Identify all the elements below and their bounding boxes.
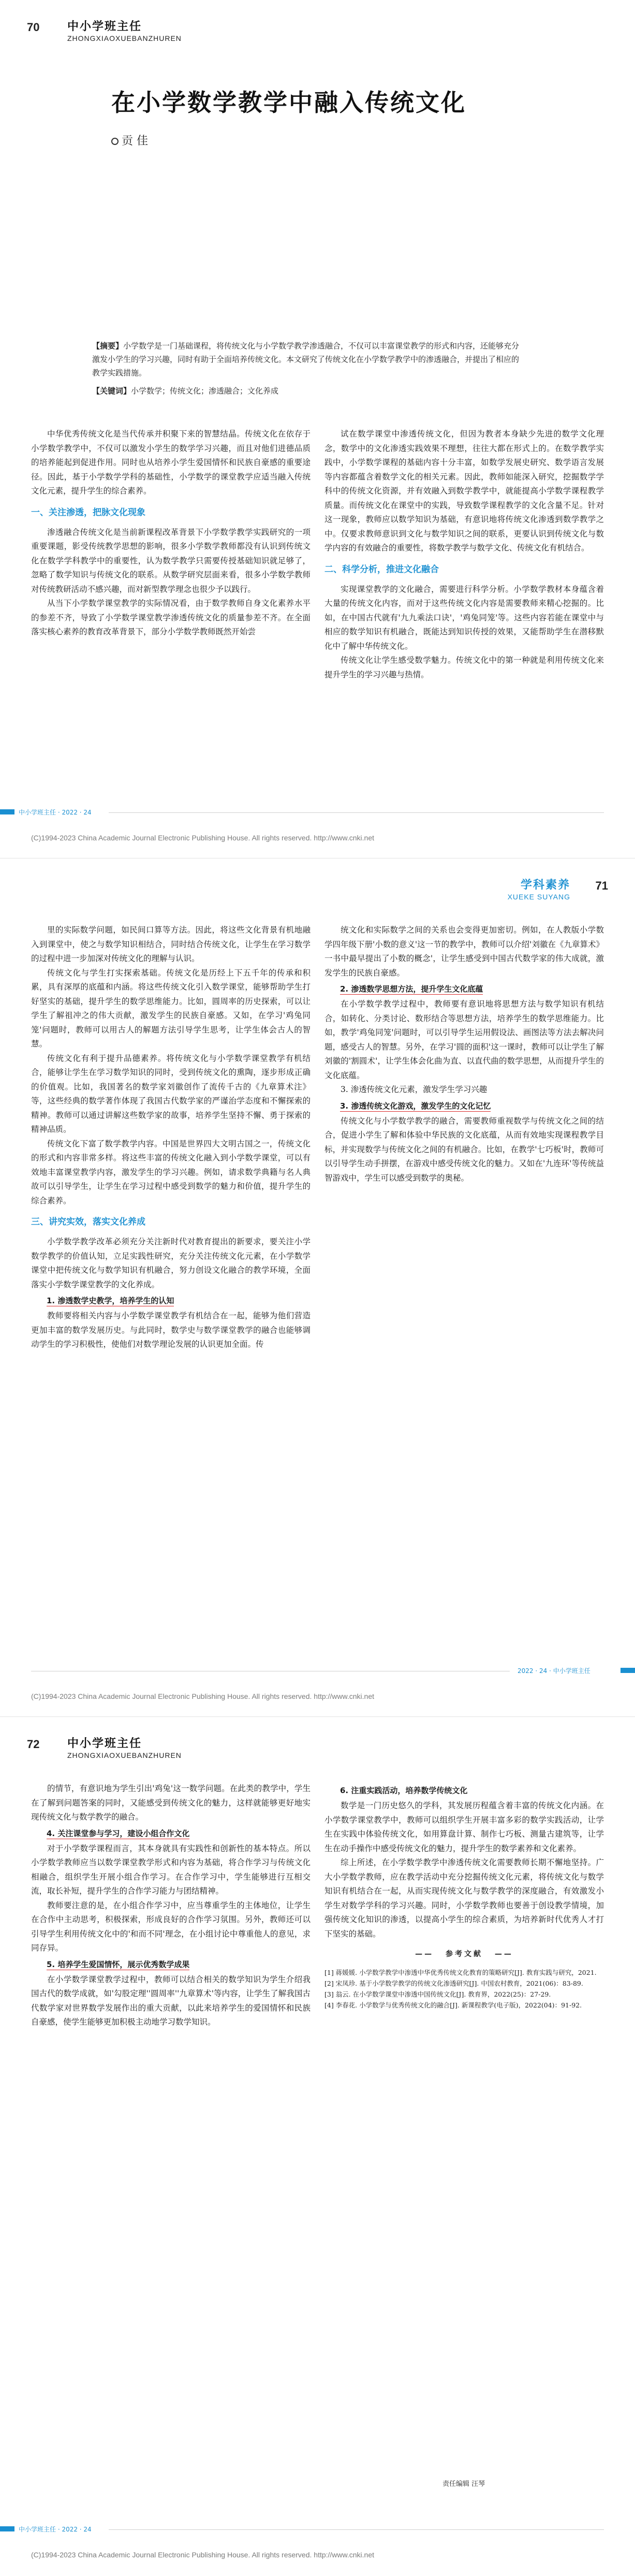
page-number: 71 bbox=[595, 879, 608, 892]
paragraph: 教师要将相关内容与小学数学课堂教学有机结合在一起，能够为他们营造更加丰富的数学发展历史。与此同时，数学史与数学课堂教学的融合也能够调动学生的学习积极性，使他们对数学理论发展的认识更加全面。传 bbox=[31, 1311, 311, 1349]
subheading: 2. 渗透数学思想方法，提升学生文化底蕴 bbox=[340, 984, 483, 994]
paragraph: 对于小学数学课程而言，其本身就具有实践性和创新性的基本特点。所以小学数学教师应当以数学课堂教学形式和内容为基础，将合作学习与传统文化相融合，组织学生开展小组合作学习。在合作学习中，学生能够进行互相交流，取长补短，提升学生的合作学习能力与团结精神。 bbox=[31, 1843, 311, 1896]
copyright: (C)1994-2023 China Academic Journal Electronic Publishing House. All rights reserved. http://www.cnki.net bbox=[31, 2551, 374, 2559]
paragraph: 小学数学教学改革必须充分关注新时代对教育提出的新要求，要关注小学数学教学的价值认知，立足实践性研究，充分关注传统文化元素，在小学数学课堂中把传统文化与数学知识有机融合，努力创设文化融合的教学环境，全面落实小学数学课堂教学的文化养成。 bbox=[31, 1237, 311, 1289]
paragraph: 从当下小学数学课堂教学的实际情况看，由于数学教师自身文化素养水平的参差不齐，导致了小学数学课堂教学渗透传统文化的质量参差不齐。在全面落实核心素养的教育改革背景下，部分小学数学教师既然开始尝 bbox=[31, 599, 311, 636]
paragraph: 实现课堂教学的文化融合，需要进行科学分析。小学数学教材本身蕴含着大量的传统文化内容，而对于这些传统文化内容是需要教师来精心挖掘的。比如，在中国古代就有'九九乘法口诀'，'鸡兔同笼'等。这些内容若能在课堂中与相应的数学知识有机融合，既能达到知识传授的效果，又能帮助学生在潜移默化中了解中华传统文化。 bbox=[324, 584, 604, 651]
paragraph: 传统文化让学生感受数学魅力。传统文化中的第一种就是利用传统文化来提升学生的学习兴趣与热情。 bbox=[324, 656, 604, 679]
page-2 bbox=[0, 858, 635, 1717]
subheading: 1. 渗透数学史教学，培养学生的认知 bbox=[47, 1296, 174, 1305]
abstract-label: 【摘要】 bbox=[92, 341, 124, 351]
p2-right-column bbox=[324, 923, 604, 1185]
page-number: 70 bbox=[27, 21, 40, 34]
author bbox=[111, 132, 148, 148]
references-title: —— 参考文献 —— bbox=[415, 1950, 513, 1958]
section-pinyin: XUEKE SUYANG bbox=[507, 893, 570, 901]
reference-item: [4] 李春花. 小学数学与优秀传统文化的融合[J]. 新课程教学(电子版)，2022(04)：91-92. bbox=[324, 2001, 582, 2009]
paragraph: 渗透融合传统文化是当前新课程改革背景下小学数学教学实践研究的一项重要课题，影受传统教学思想的影响，很多小学数学教师都没有认识到传统文化在数学学科教学中的重要性，认为数学教学只需要传授基础知识就足够了，忽略了数学知识与传统文化的联系。从数学研究层面来看，很多小学数学教师对传统教研活动不感兴趣，而对新型教学理念也很少予以践行。 bbox=[31, 527, 311, 594]
p1-left-column bbox=[31, 427, 311, 639]
abstract-text: 小学数学是一门基础课程，将传统文化与小学数学教学渗透融合，不仅可以丰富课堂教学的形式和内容，还能够充分激发小学生的学习兴趣，同时有助于全面培养传统文化。本文研究了传统文化在小学数学教学中的渗透融合，并提出了相应的教学实践措施。 bbox=[92, 341, 520, 377]
page-number: 72 bbox=[27, 1738, 40, 1751]
keywords bbox=[92, 384, 522, 398]
author-dot-icon bbox=[111, 138, 119, 145]
paragraph: 统文化和实际数学之间的关系也会变得更加密切。例如，在人教版小学数学四年级下册'小数的意义'这一节的教学中，教师可以介绍'刘徽在《九章算术》一书中最早提出了小数的概念'，让学生感受到中国古代数学家的伟大成就，激发学生的民族自豪感。 bbox=[324, 925, 604, 978]
paragraph: 的情节，有意识地为学生引出'鸡兔'这一数学问题。在此类的教学中，学生在了解到问题答案的同时，又能感受到传统文化的魅力，这样就能够更好地实现传统文化与数学教学的融合。 bbox=[31, 1784, 311, 1822]
page-1 bbox=[0, 0, 635, 858]
journal-title: 中小学班主任 bbox=[67, 20, 142, 33]
paragraph: 数学是一门历史悠久的学科，其发展历程蕴含着丰富的传统文化内涵。在小学数学课堂教学中，教师可以组织学生开展丰富多彩的数学实践活动，让学生在实践中体验传统文化，如用算盘计算、制作七巧板、测量古建筑等，让学生在动手操作中感受传统文化的魅力，提升学生的数学素养和文化素养。 bbox=[324, 1801, 604, 1853]
journal-title: 中小学班主任 bbox=[67, 1737, 142, 1750]
copyright: (C)1994-2023 China Academic Journal Electronic Publishing House. All rights reserved. http://www.cnki.net bbox=[31, 1692, 374, 1700]
footer-label: 中小学班主任 · 2022 · 24 bbox=[19, 809, 92, 816]
section-heading-3: 三、讲究实效，落实文化养成 bbox=[31, 1217, 145, 1227]
subheading: 5. 培养学生爱国情怀，展示优秀数学成果 bbox=[47, 1959, 190, 1969]
paragraph: 在小学数学教学过程中，教师要有意识地将思想方法与数学知识有机结合，如转化、分类讨论、数形结合等思想方法，培养学生的数学思维能力。比如，教学'鸡兔同笼'问题时，可以引导学生运用假设法、画图法等方法去解决问题，感受古人的智慧。另外，在学习'圆的面积'这一课时，教师可以让学生了解刘徽的'割圆术'，让学生体会化曲为直、以直代曲的数学思想，从而提升学生的文化底蕴。 bbox=[324, 999, 604, 1080]
p3-left-column bbox=[31, 1782, 311, 2030]
section-heading-1: 一、关注渗透，把脉文化现象 bbox=[31, 507, 145, 518]
paragraph: 传统文化与学生打实探索基础。传统文化是历经上下五千年的传承和积累，具有深厚的底蕴和内涵。将这些传统文化引入数学课堂，能够帮助学生打好坚实的基础，提升学生的数学思维能力。比如，圆周率的历史探索，可以让学生了解祖冲之的伟大贡献，激发学生的民族自豪感。又如，在学习'鸡兔同笼'问题时，教师可以用古人的解题方法引导学生思考，让学生体会古人的智慧。 bbox=[31, 968, 311, 1049]
keywords-text: 小学数学；传统文化；渗透融合；文化养成 bbox=[131, 386, 279, 396]
footer-bar bbox=[621, 1668, 635, 1673]
subheading: 6. 注重实践活动，培养数学传统文化 bbox=[340, 1786, 468, 1795]
section-title: 学科素养 bbox=[520, 879, 570, 892]
paragraph: 3. 渗透传统文化元素，激发学生学习兴趣 bbox=[341, 1085, 488, 1094]
section-heading-2: 二、科学分析，推进文化融合 bbox=[324, 564, 439, 575]
paragraph: 中华优秀传统文化是当代传承并积聚下来的智慧结晶。传统文化在依存于小学数学教学中，不仅可以激发小学生的数学学习兴趣，而且对他们进德品质的培养能起到促进作用。同时也从培养小学生爱国情怀和民族自豪感的重要途径。因此，基于小学数学学科的基础性，小学数学的课堂教学应适当融入传统文化元素，提升学生的综合素养。 bbox=[31, 429, 311, 496]
article-title: 在小学数学教学中融入传统文化 bbox=[111, 89, 466, 117]
footer-label: 中小学班主任 · 2022 · 24 bbox=[19, 2526, 92, 2533]
reference-item: [2] 宋凤珍. 基于小学数学教学的传统文化渗透研究[J]. 中国农村教育，2021(06)：83-89. bbox=[324, 1979, 583, 1987]
paragraph: 里的实际数学问题，如民间口算等方法。因此，将这些文化背景有机地融入到课堂中，使之与数学知识相结合，同时结合传统文化，让学生在学习数学的过程中进一步加深对传统文化的理解与认识。 bbox=[31, 925, 311, 963]
footer-bar bbox=[0, 809, 14, 814]
paragraph: 传统文化下富了数学教学内容。中国是世界四大文明古国之一，传统文化的形式和内容非常多样。将这些丰富的传统文化融入到小学数学课堂，可以有效地丰富课堂教学内容，激发学生的学习兴趣。例如，请求数学典籍与名人典故可以引导学生，让学生在学习过程中感受到数学的魅力和价值，提升学生的综合素养。 bbox=[31, 1139, 311, 1205]
footer-label: 2022 · 24 · 中小学班主任 bbox=[518, 1667, 590, 1675]
reference-item: [3] 翁云. 在小学数学课堂中渗透中国传统文化[J]. 教育界，2022(25)：27-29. bbox=[324, 1990, 551, 1998]
editor-credit: 责任编辑 汪琴 bbox=[442, 2480, 485, 2488]
paragraph: 在小学数学课堂教学过程中，教师可以结合相关的数学知识为学生介绍我国古代的数学成就，如'勾股定理''圆周率''九章算术'等内容，让学生了解我国古代数学家对世界数学发展作出的重大贡献，以此来培养学生的爱国情怀和民族自豪感，使学生能够更加积极主动地学习数学知识。 bbox=[31, 1974, 311, 2027]
abstract bbox=[92, 339, 522, 380]
p2-left-column bbox=[31, 923, 311, 1352]
journal-pinyin: ZHONGXIAOXUEBANZHUREN bbox=[67, 1751, 182, 1759]
footer-line bbox=[109, 812, 604, 813]
footer-line bbox=[109, 2529, 604, 2530]
p1-right-column bbox=[324, 427, 604, 682]
paragraph: 教师要注意的是，在小组合作学习中，应当尊重学生的主体地位，让学生在合作中主动思考，积极探索，形成良好的合作学习氛围。另外，教师还可以引导学生利用传统文化中的'和而不同'理念，在小组讨论中尊重他人的意见，求同存异。 bbox=[31, 1900, 311, 1953]
author-name: 贡 佳 bbox=[122, 135, 148, 148]
footer-bar bbox=[0, 2526, 14, 2531]
p3-right-column bbox=[324, 1782, 604, 2011]
subheading: 4. 关注课堂参与学习，建设小组合作文化 bbox=[47, 1828, 190, 1838]
paragraph: 综上所述，在小学数学教学中渗透传统文化需要教师长期不懈地坚持。广大小学数学教师，应在教学活动中充分挖掘传统文化元素，将传统文化与数学知识有机结合在一起，从而实现传统文化与数学教学的深度融合，有效激发小学生对数学学科的学习兴趣。同时，小学数学教师也要善于创设教学情境，加强传统文化知识的渗透，以提高小学生的综合素质，为培养新时代优秀人才打下坚实的基础。 bbox=[324, 1858, 604, 1939]
journal-pinyin: ZHONGXIAOXUEBANZHUREN bbox=[67, 34, 182, 42]
keywords-label: 【关键词】 bbox=[92, 386, 131, 396]
subheading: 3. 渗透传统文化游戏，激发学生的文化记忆 bbox=[340, 1101, 491, 1111]
paragraph: 传统文化与小学数学教学的融合，需要教师重视数学与传统文化之间的结合，促进小学生了解和体验中华民族的文化底蕴，从而有效地实现课程教学目标，并实现数学与传统文化之间的有机融合。比如，在教学'七巧板'时，教师可以引导学生动手拼摆，在游戏中感受传统文化的魅力。又如在'九连环'等传统益智游戏中，学生可以感受到数学的奥秘。 bbox=[324, 1116, 604, 1183]
copyright: (C)1994-2023 China Academic Journal Electronic Publishing House. All rights reserved. http://www.cnki.net bbox=[31, 834, 374, 842]
reference-item: [1] 蒋媛媛. 小学数学教学中渗透中华优秀传统文化教育的策略研究[J]. 教育实践与研究，2021. bbox=[324, 1968, 597, 1976]
paragraph: 试在数学课堂中渗透传统文化，但因为教者本身缺少先进的数学文化理念，数学中的文化渗透实践效果不理想，往往大都在形式上的。在数学教学实践中，小学数学课程的基础内容十分丰富，如数学发展史研究、数学语言发展等内容都蕴含着数学文化的相关元素。因此，教师如能深入研究，挖掘数学学科中的传统文化资源，并有效融入到数学教学中，就能提高小学数学课程教学质量。而传统文化在课堂中的实践，导致数学课程教学的文化含量不足。针对这一现象，教师应以数学知识为基础，有意识地将传统文化渗透到数学教学之中。仅要求教师意识到文化与数学知识之间的联系，更要认识到传统文化与数学内容的有效融合的重要性，将数学教学与数学文化、传统文化有机结合。 bbox=[324, 429, 604, 552]
paragraph: 传统文化有利于提升品德素养。将传统文化与小学数学课堂教学有机结合，能够让学生在学习数学知识的同时，受到传统文化的熏陶，逐步形成正确的价值观。比如，我国著名的数学家刘徽创作了流传千古的《九章算术注》等，这些经典的数学著作体现了我国古代数学家的严谨治学态度和不懈探索的精神。教师可以通过讲解这些数学家的故事，培养学生坚持不懈、勇于探索的精神品质。 bbox=[31, 1053, 311, 1134]
page-3 bbox=[0, 1717, 635, 2575]
